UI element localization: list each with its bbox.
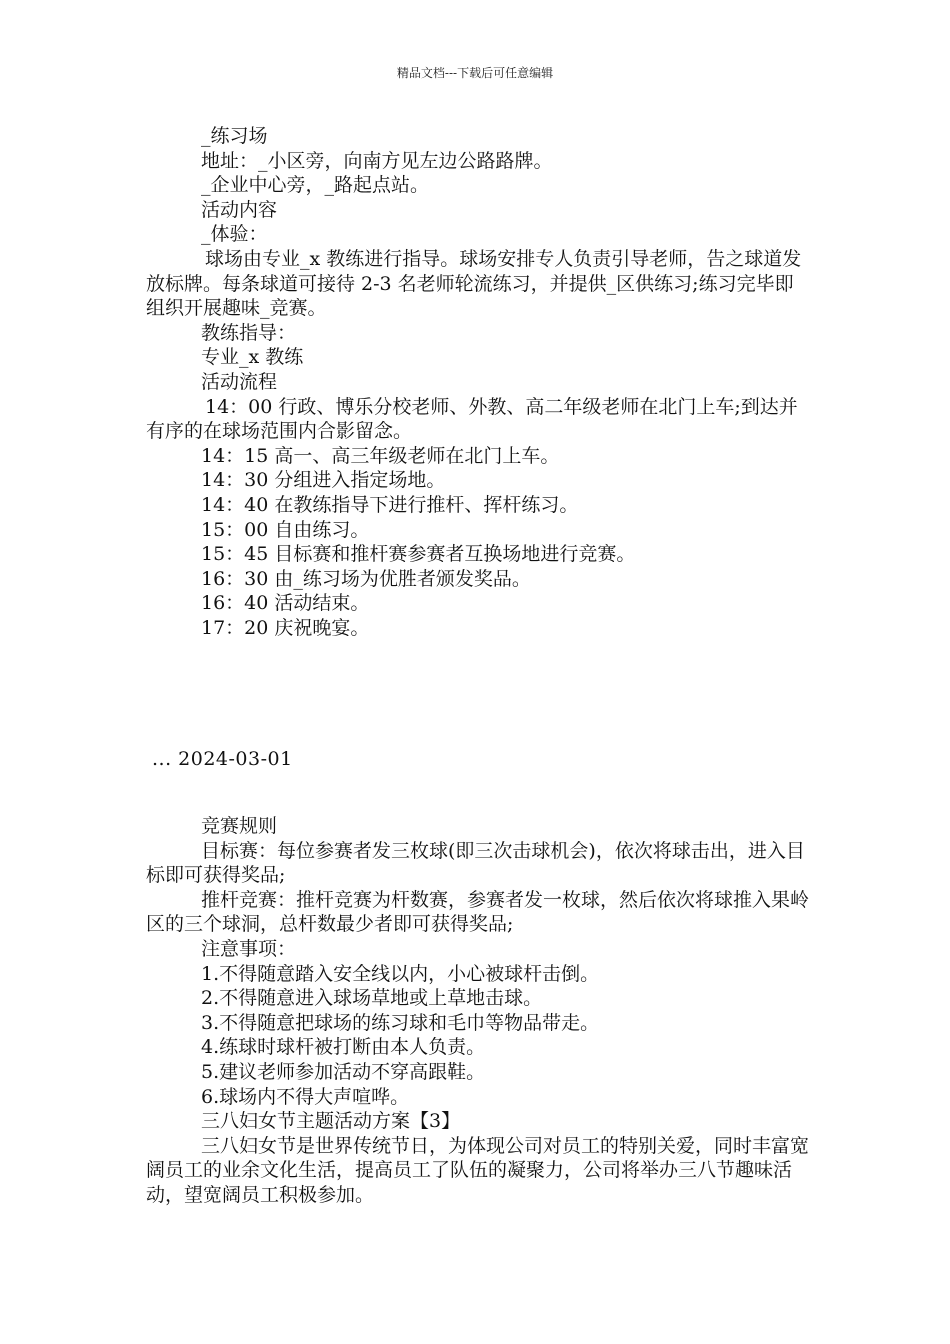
venue-name: _练习场 [201,125,268,147]
experience-paragraph: 球场由专业_x 教练进行指导。球场安排专人负责引导老师，告之球道发放标牌。每条球道可接待 2-3 名老师轮流练习，并提供_区供练习;练习完毕即组织开展趣味_竞赛。 [146,247,802,320]
note-item: 2.不得随意进入球场草地或上草地击球。 [201,987,543,1010]
note-item: 1.不得随意踏入安全线以内，小心被球杆击倒。 [201,962,600,985]
plan-intro-paragraph: 三八妇女节是世界传统节日，为体现公司对员工的特别关爱，同时丰富宽阔员工的业余文化生活，提高员工了队伍的凝聚力，公司将举办三八节趣味活动，望宽阔员工积极参加。 [146,1134,810,1206]
rules-section [146,814,810,1208]
activity-content-heading: 活动内容 [201,198,278,221]
date-line: ... 2024-03-01 [152,748,293,770]
target-game-rule: 目标赛：每位参赛者发三枚球(即三次击球机会)，依次将球击出，进入目标即可获得奖品; [146,839,805,887]
coach-guidance-label: 教练指导： [201,321,297,344]
schedule-item: 14：15 高一、高三年级老师在北门上车。 [201,444,560,467]
notes-heading: 注意事项： [201,937,297,960]
rules-heading: 竞赛规则 [201,815,278,837]
schedule-item: 14：30 分组进入指定场地。 [201,469,446,492]
schedule-item: 14：40 在教练指导下进行推杆、挥杆练习。 [201,493,579,516]
schedule-item: 16：30 由_练习场为优胜者颁发奖品。 [201,567,531,590]
schedule-item: 17：20 庆祝晚宴。 [201,616,370,639]
experience-label: _体验： [201,223,268,246]
schedule-item: 15：00 自由练习。 [201,518,370,541]
plan-title: 三八妇女节主题活动方案【3】 [201,1110,461,1133]
schedule-item: 14：00 行政、博乐分校老师、外教、高二年级老师在北门上车;到达并有序的在球场范围内合影留念。 [146,395,798,443]
note-item: 6.球场内不得大声喧哗。 [201,1085,410,1108]
schedule-item: 15：45 目标赛和推杆赛参赛者互换场地进行竞赛。 [201,543,636,566]
note-item: 5.建议老师参加活动不穿高跟鞋。 [201,1060,486,1083]
venue-address-2: _企业中心旁，_路起点站。 [201,174,430,197]
activity-section [146,124,810,640]
note-item: 3.不得随意把球场的练习球和毛巾等物品带走。 [201,1011,600,1034]
venue-address: 地址：_小区旁，向南方见左边公路路牌。 [201,149,553,172]
putting-game-rule: 推杆竞赛：推杆竞赛为杆数赛，参赛者发一枚球，然后依次将球推入果岭区的三个球洞，总杆数最少者即可获得奖品; [146,888,810,936]
schedule-item: 16：40 活动结束。 [201,592,370,615]
page-header: 精品文档---下载后可任意编辑 [396,66,554,80]
note-item: 4.练球时球杆被打断由本人负责。 [201,1036,486,1059]
coach-name: 专业_x 教练 [201,346,304,369]
activity-flow-heading: 活动流程 [201,370,278,393]
